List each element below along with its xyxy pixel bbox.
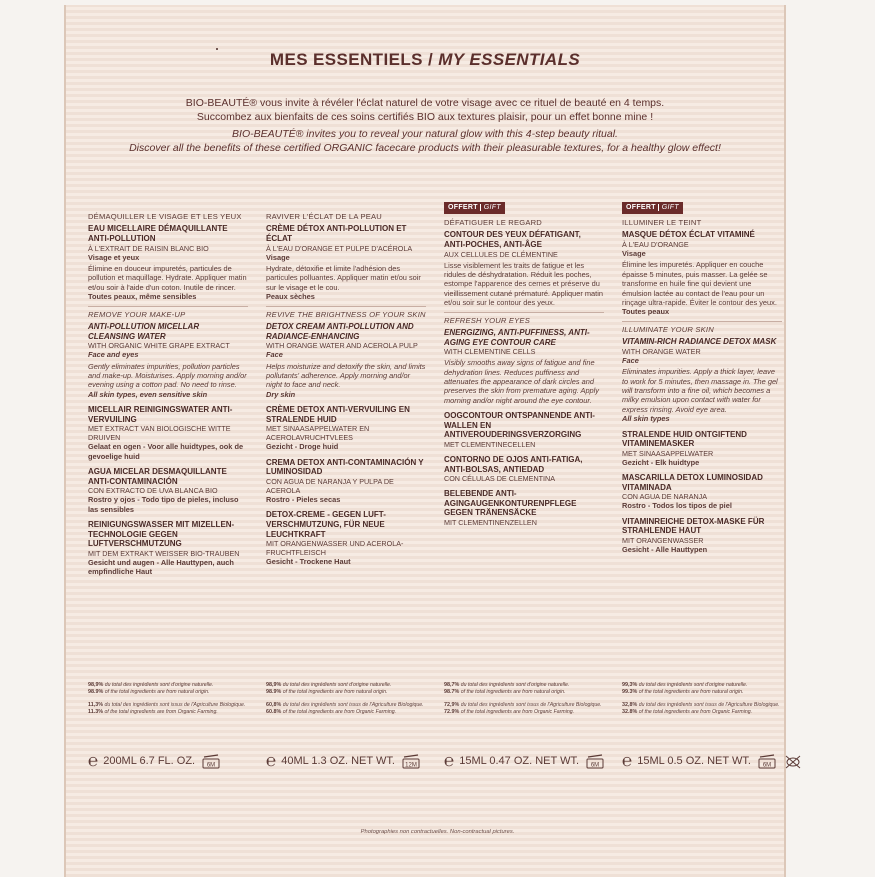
skin-type-translation: Gezicht - Droge huid	[266, 442, 339, 452]
intro-en-line1: BIO-BEAUTÉ® invites you to reveal your natural glow with this 4-step beauty ritual.	[232, 128, 618, 140]
pct-value: 98,7%	[444, 682, 460, 688]
title-english: MY ESSENTIALS	[438, 50, 581, 69]
pct-value: 60.8%	[266, 708, 282, 715]
pct-natural-en	[266, 689, 436, 696]
skin-type-translation: Gesicht - Trockene Haut	[266, 557, 351, 567]
pct-text: du total des ingrédients sont d'origine naturelle.	[104, 682, 214, 688]
pct-text: du total des ingrédients sont d'origine naturelle.	[282, 682, 392, 688]
pct-natural-fr	[444, 682, 614, 689]
product-sub-translation: MIT ORANGENWASSER	[622, 536, 704, 546]
translation-block	[88, 467, 248, 514]
product-sub-en: WITH ORANGE WATER AND ACEROLA PULP	[266, 341, 418, 351]
skin-type-en: Dry skin	[266, 389, 296, 399]
pct-organic-fr	[622, 702, 792, 709]
column-spacer	[88, 198, 248, 212]
product-sub-translation: MET EXTRACT VAN BIOLOGISCHE WITTE DRUIVEN	[88, 424, 231, 443]
intro-en-line2: Discover all the benefits of these certified ORGANIC facecare products with their pleasurable textures, for a healthy glow effect!	[129, 141, 721, 154]
pct-natural-en	[622, 689, 792, 696]
translation-block	[266, 510, 426, 566]
pao-label: 6M	[590, 762, 600, 768]
product-sub-translation: CON AGUA DE NARANJA Y PULPA DE ACEROLA	[266, 477, 394, 496]
pct-organic-fr	[444, 702, 614, 709]
badge-offert: OFFERT	[626, 204, 656, 211]
skin-type-translation: Rostro - Todos los tipos de piel	[622, 501, 732, 511]
pct-text: of the total ingredients are from Organic Farming.	[104, 708, 218, 715]
pct-value: 98,9%	[266, 682, 282, 688]
pct-natural-fr	[622, 682, 792, 689]
pct-text: du total des ingrédients sont d'origine naturelle.	[460, 682, 570, 688]
divider	[444, 312, 604, 313]
pct-value: 60,8%	[266, 702, 282, 709]
volume-text: 200ML 6.7 FL. OZ.	[103, 755, 196, 767]
skin-type-translation: Gesicht - Alle Hauttypen	[622, 545, 708, 555]
area-fr: Visage	[266, 252, 290, 262]
description-en: Visibly smooths away signs of fatigue and fine dehydration lines. Reduces puffiness and attenuates the appearance of dark circles and preserves the skin from premature aging. Apply morning and/or night around the eye contour.	[444, 358, 600, 405]
product-name-translation: VITAMINREICHE DETOX-MASKE FÜR STRAHLENDE HAUT	[622, 516, 765, 536]
skin-type-fr: Peaux sèches	[266, 292, 315, 302]
pct-value: 98.9%	[266, 688, 282, 695]
pct-text: of the total ingredients are from natural origin.	[638, 688, 744, 695]
product-name-fr: CONTOUR DES YEUX DÉFATIGANT, ANTI-POCHES, ANTI-ÂGE	[444, 230, 581, 249]
pct-text: du total des ingrédients sont issus de l'Agriculture Biologique.	[638, 702, 780, 709]
product-sub-en: WITH ORANGE WATER	[622, 346, 701, 356]
product-sub-translation: CON EXTRACTO DE UVA BLANCA BIO	[88, 486, 218, 496]
volume-text: 15ML 0.47 OZ. NET WT.	[459, 755, 580, 767]
translation-block	[622, 517, 782, 555]
product-sub-fr: AUX CELLULES DE CLÉMENTINE	[444, 249, 558, 259]
intro-fr-line2: Succombez aux bienfaits de ces soins certifiés BIO aux textures plaisir, pour un effet bonne mine !	[196, 110, 654, 123]
pct-value: 32.8%	[622, 708, 638, 715]
product-column	[88, 198, 248, 577]
product-sub-fr: À L'EAU D'ORANGE ET PULPE D'ACÉROLA	[266, 243, 413, 253]
description-fr: Lisse visiblement les traits de fatigue et les ridules de déshydratation. Réduit les poches, estompe l'apparence des cernes et préserve du vieillissement cutané prématuré. Appliquer matin et/ou soir sur le contour des yeux.	[444, 260, 603, 308]
product-name-translation: DETOX-CREME - GEGEN LUFT-VERSCHMUTZUNG, FÜR NEUE LEUCHTKRAFT	[266, 510, 386, 539]
skin-type-en: All skin types, even sensitive skin	[88, 389, 208, 399]
pct-text: of the total ingredients are from natural origin.	[282, 688, 388, 695]
description-fr: Hydrate, détoxifie et limite l'adhésion des particules polluantes. Appliquer matin et/ou soir sur le visage et le cou.	[266, 264, 421, 292]
product-name-translation: BELEBENDE ANTI-AGINGAUGENKONTURENPFLEGE GEGEN TRÄNENSÄCKE	[444, 489, 577, 518]
volume-line	[622, 748, 803, 774]
step-title-en: REVIVE THE BRIGHTNESS OF YOUR SKIN	[266, 309, 426, 319]
product-sub-translation: CON AGUA DE NARANJA	[622, 492, 708, 502]
intro-fr-line1: BIO-BEAUTÉ® vous invite à révéler l'éclat naturel de votre visage avec ce rituel de beauté en 4 temps.	[185, 97, 665, 109]
pct-value: 99,3%	[622, 682, 638, 688]
step-title-fr: DÉFATIGUER LE REGARD	[444, 218, 542, 227]
page-title	[66, 50, 784, 70]
step-title-en: REMOVE YOUR MAKE-UP	[88, 309, 186, 319]
pao-label: 6M	[206, 762, 216, 768]
product-column	[266, 198, 426, 567]
product-sub-fr: À L'EXTRAIT DE RAISIN BLANC BIO	[88, 243, 209, 253]
product-column	[444, 202, 604, 527]
product-name-translation: CONTORNO DE OJOS ANTI-FATIGA, ANTI-BOLSAS, ANTIEDAD	[444, 455, 583, 474]
product-sub-translation: CON CÉLULAS DE CLEMENTINA	[444, 474, 556, 484]
pct-organic-en	[266, 709, 436, 716]
pct-natural-fr	[88, 682, 258, 689]
pct-value: 98.9%	[88, 688, 104, 695]
pct-organic-en	[622, 709, 792, 716]
translation-block	[622, 430, 782, 468]
product-sub-translation: MET SINAASAPPELWATER EN ACEROLAVRUCHTVLEES	[266, 424, 370, 443]
pct-text: du total des ingrédients sont issus de l'Agriculture Biologique.	[460, 702, 602, 709]
pct-text: du total des ingrédients sont d'origine naturelle.	[638, 682, 748, 688]
translation-block	[622, 473, 782, 511]
product-sub-en: WITH ORGANIC WHITE GRAPE EXTRACT	[88, 341, 230, 351]
translation-block	[88, 520, 248, 577]
step-title-fr: DÉMAQUILLER LE VISAGE ET LES YEUX	[88, 212, 242, 221]
estimated-sign-icon: ℮	[88, 751, 99, 770]
pct-value: 11.3%	[88, 708, 103, 715]
skin-type-fr: Toutes peaux, même sensibles	[88, 292, 197, 302]
translation-block	[444, 455, 604, 483]
pao-label: 12M	[405, 762, 417, 768]
volume-text: 15ML 0.5 OZ. NET WT.	[637, 755, 751, 767]
product-name-translation: AGUA MICELAR DESMAQUILLANTE ANTI-CONTAMINACIÓN	[88, 467, 227, 486]
translation-block	[444, 411, 604, 449]
description-en: Helps moisturize and detoxify the skin, and limits pollutants' adherence. Apply morning and/or night to face and neck.	[266, 361, 426, 390]
pct-text: of the total ingredients are from natural origin.	[104, 688, 210, 695]
product-name-fr: EAU MICELLAIRE DÉMAQUILLANTE ANTI-POLLUTION	[88, 224, 228, 243]
pao-jar-icon	[201, 754, 221, 769]
skin-type-fr: Toutes peaux	[622, 307, 670, 317]
step-title-fr: ILLUMINER LE TEINT	[622, 218, 702, 227]
translation-block	[266, 405, 426, 452]
area-fr: Visage	[622, 249, 646, 258]
pct-natural-fr	[266, 682, 436, 689]
estimated-sign-icon: ℮	[266, 751, 277, 770]
product-name-translation: MICELLAIR REINIGINGSWATER ANTI-VERVUILING	[88, 405, 233, 424]
product-column	[622, 202, 782, 554]
pct-value: 99.3%	[622, 688, 638, 695]
divider	[266, 306, 426, 307]
no-animal-testing-icon	[783, 754, 803, 769]
step-title-en: ILLUMINATE YOUR SKIN	[622, 324, 714, 334]
description-en: Gently eliminates impurities, pollution particles and make-up. Moisturises. Apply morning and/or evening using a cotton pad. No need to rinse.	[88, 361, 247, 390]
product-name-fr: MASQUE DÉTOX ÉCLAT VITAMINÉ	[622, 230, 755, 240]
intro-text	[106, 97, 744, 155]
pct-text: du total des ingrédients sont issus de l'Agriculture Biologique.	[282, 702, 424, 709]
skin-type-translation: Rostro - Pieles secas	[266, 495, 341, 505]
skin-type-translation: Gesicht und augen - Alle Hauttypen, auch empfindliche Haut	[88, 558, 234, 577]
badge-gift: GIFT	[658, 204, 679, 211]
pct-value: 32,8%	[622, 702, 638, 709]
ingredient-percentages	[88, 682, 258, 715]
ingredient-percentages	[444, 682, 614, 715]
product-name-translation: CRÈME DETOX ANTI-VERVUILING EN STRALENDE HUID	[266, 405, 410, 424]
skin-type-translation: Gelaat en ogen - Voor alle huidtypes, ook de gevoelige huid	[88, 442, 244, 461]
area-en: Face	[622, 355, 639, 365]
description-en: Eliminates impurities. Apply a thick layer, leave to work for 5 minutes, then massage in. The gel will transform into a fine oil, which becomes a milky emulsion upon contact with water for express rinsing. Avoid eye area.	[622, 367, 778, 414]
volume-line	[88, 748, 221, 774]
gift-badge	[444, 202, 505, 214]
pct-value: 98.7%	[444, 688, 460, 695]
volume-line	[444, 748, 605, 774]
divider	[88, 306, 248, 307]
pct-organic-fr	[88, 702, 258, 709]
pct-organic-fr	[266, 702, 436, 709]
skin-type-en: All skin types	[622, 414, 670, 424]
estimated-sign-icon: ℮	[444, 751, 455, 770]
estimated-sign-icon: ℮	[622, 751, 633, 770]
pct-value: 11,3%	[88, 702, 103, 709]
pct-text: du total des ingrédients sont issus de l'Agriculture Biologique.	[104, 702, 246, 709]
pct-natural-en	[444, 689, 614, 696]
pao-jar-icon	[585, 754, 605, 769]
badge-gift: GIFT	[480, 204, 501, 211]
divider	[622, 321, 782, 322]
area-en: Face	[266, 350, 283, 360]
product-name-translation: REINIGUNGSWASSER MIT MIZELLEN-TECHNOLOGIE GEGEN LUFTVERSCHMUTZUNG	[88, 520, 235, 549]
pct-organic-en	[444, 709, 614, 716]
pct-natural-en	[88, 689, 258, 696]
product-sub-translation: MIT DEM EXTRAKT WEISSER BIO-TRAUBEN	[88, 549, 240, 559]
pao-jar-icon	[401, 754, 421, 769]
product-sub-en: WITH CLEMENTINE CELLS	[444, 347, 536, 357]
skin-type-translation: Rostro y ojos - Todo tipo de pieles, incluso las sensibles	[88, 495, 239, 514]
product-name-en: VITAMIN-RICH RADIANCE DETOX MASK	[622, 337, 777, 347]
product-sub-translation: MIT CLEMENTINENZELLEN	[444, 518, 537, 527]
ingredient-percentages	[266, 682, 436, 715]
pct-value: 72,9%	[444, 702, 460, 709]
product-sub-translation: MIT ORANGENWASSER UND ACEROLA-FRUCHTFLEISCH	[266, 539, 404, 558]
column-spacer	[266, 198, 426, 212]
step-title-en: REFRESH YOUR EYES	[444, 315, 530, 325]
pct-text: of the total ingredients are from Organic Farming.	[638, 708, 753, 715]
description-fr: Élimine en douceur impuretés, particules de pollution et maquillage. Hydrate. Appliquer matin et/ou soir à l'aide d'un coton. Inutile de rincer.	[88, 264, 247, 292]
pct-value: 98,9%	[88, 682, 104, 688]
translation-block	[444, 489, 604, 527]
product-sub-fr: À L'EAU D'ORANGE	[622, 240, 689, 249]
step-title-fr: RAVIVER L'ÉCLAT DE LA PEAU	[266, 212, 382, 221]
product-sub-translation: MET SINAASAPPELWATER	[622, 448, 714, 458]
area-en: Face and eyes	[88, 350, 139, 360]
product-name-translation: CREMA DETOX ANTI-CONTAMINACIÓN Y LUMINOSIDAD	[266, 457, 424, 477]
translation-block	[88, 405, 248, 461]
title-french: MES ESSENTIELS /	[269, 50, 434, 69]
ingredient-percentages	[622, 682, 792, 715]
product-sub-translation: MET CLEMENTINECELLEN	[444, 440, 536, 450]
product-name-en: ANTI-POLLUTION MICELLAR CLEANSING WATER	[88, 322, 200, 341]
pao-label: 6M	[762, 762, 772, 768]
pct-value: 72.9%	[444, 708, 460, 715]
product-name-translation: MASCARILLA DETOX LUMINOSIDAD VITAMINADA	[622, 473, 763, 492]
skin-type-translation: Gezicht - Elk huidtype	[622, 457, 700, 467]
product-name-en: ENERGIZING, ANTI-PUFFINESS, ANTI-AGING EYE CONTOUR CARE	[444, 328, 590, 347]
pct-text: of the total ingredients are from Organic Farming.	[282, 708, 397, 715]
pct-text: of the total ingredients are from Organic Farming.	[460, 708, 575, 715]
translation-block	[266, 458, 426, 505]
product-name-en: DETOX CREAM ANTI-POLLUTION AND RADIANCE-ENHANCING	[266, 322, 414, 341]
volume-text: 40ML 1.3 OZ. NET WT.	[281, 755, 395, 767]
footer-disclaimer: Photographies non contractuelles. Non-contractual pictures.	[360, 829, 515, 835]
product-name-fr: CRÈME DÉTOX ANTI-POLLUTION ET ÉCLAT	[266, 224, 407, 243]
pct-organic-en	[88, 709, 258, 716]
pct-text: of the total ingredients are from natural origin.	[460, 688, 566, 695]
product-name-translation: STRALENDE HUID ONTGIFTEND VITAMINEMASKER	[622, 429, 747, 449]
pao-jar-icon	[757, 754, 777, 769]
product-name-translation: OOGCONTOUR ONTSPANNENDE ANTI-WALLEN EN ANTIVEROUDERINGSVERZORGING	[444, 411, 595, 440]
volume-line	[266, 748, 421, 774]
gift-badge	[622, 202, 683, 214]
area-fr: Visage et yeux	[88, 252, 140, 262]
badge-offert: OFFERT	[448, 204, 478, 211]
description-fr: Élimine les impuretés. Appliquer en couche épaisse 5 minutes, puis masser. La gelée se transforme en huile fine qui devient une émulsion lactée au contact de l'eau pour un rinçage ultra-rapide. Éviter le contour des yeux.	[622, 260, 777, 308]
